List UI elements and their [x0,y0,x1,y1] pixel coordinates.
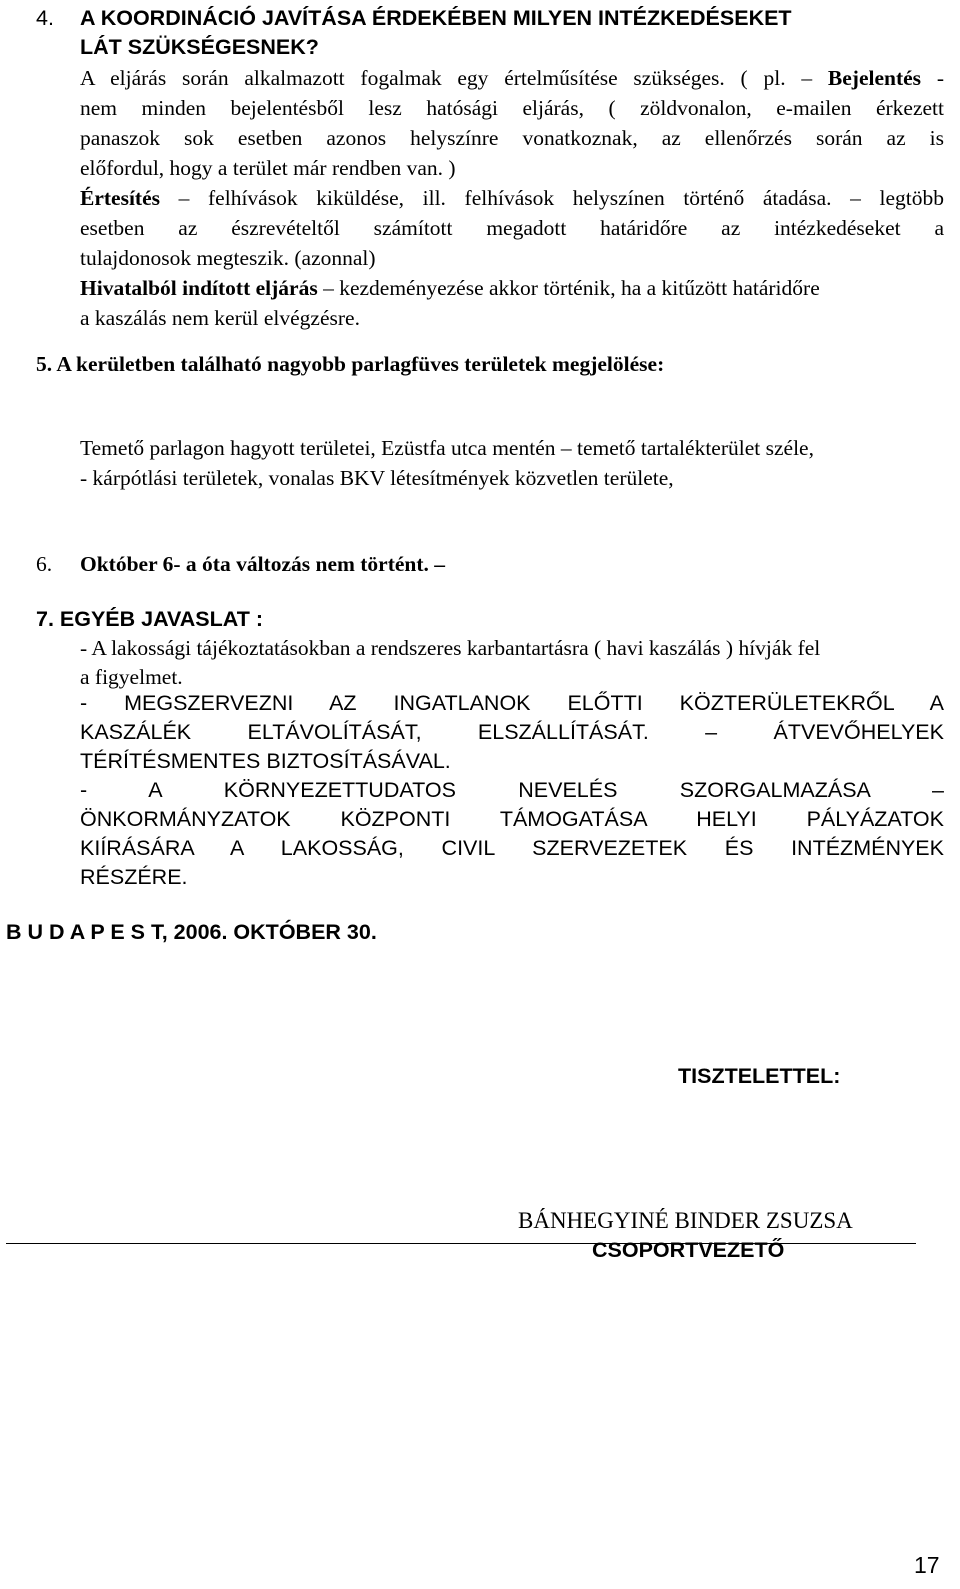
section-4-para-line3: panaszok sok esetben azonos helyszínre vonatkoznak, az ellenőrzés során az is [80,126,944,150]
hivatalbol-line2: a kaszálás nem kerül elvégzésre. [80,306,360,330]
section-7-line8: KIÍRÁSÁRA A LAKOSSÁG, CIVIL SZERVEZETEK ÉS INTÉZMÉNYEK [80,836,944,860]
section-4-para-line4: előfordul, hogy a terület már rendben van. ) [80,156,456,180]
signer-name: BÁNHEGYINÉ BINDER ZSUZSA [518,1208,853,1233]
section-7-line6: - A KÖRNYEZETTUDATOS NEVELÉS SZORGALMAZÁSA – [80,778,944,802]
hivatalbol-term: Hivatalból indított eljárás [80,276,318,300]
ertesites-line3: tulajdonosok megteszik. (azonnal) [80,246,376,270]
hivatalbol-line1: Hivatalból indított eljárás – kezdeményezése akkor történik, ha a kitűzött határidőre [80,276,820,300]
section-5-line1: Temető parlagon hagyott területei, Ezüstfa utca mentén – temető tartalékterület széle, [80,436,814,460]
section-7-heading: 7. EGYÉB JAVASLAT : [36,607,263,631]
section-4-number: 4. [36,6,54,30]
closing-greeting: TISZTELETTEL: [678,1064,841,1088]
section-7-line3: - MEGSZERVEZNI AZ INGATLANOK ELŐTTI KÖZTERÜLETEKRŐL A [80,691,944,715]
section-4-para-line2: nem minden bejelentésből lesz hatósági eljárás, ( zöldvonalon, e-mailen érkezett [80,96,944,120]
section-4-para-line1: A eljárás során alkalmazott fogalmak egy értelműsítése szükséges. ( pl. – Bejelentés - [80,66,945,90]
section-5-heading: 5. A kerületben található nagyobb parlagfüves területek megjelölése: [36,352,665,376]
ertesites-term: Értesítés [80,186,160,210]
signer-title: CSOPORTVEZETŐ [592,1238,785,1262]
ertesites-line2: esetben az észrevételtől számított megadott határidőre az intézkedéseket a [80,216,944,240]
section-7-line1: - A lakossági tájékoztatásokban a rendszeres karbantartásra ( havi kaszálás ) hívják fel [80,636,821,660]
date-line: B U D A P E S T, 2006. OKTÓBER 30. [6,920,377,944]
section-7-line9: RÉSZÉRE. [80,865,188,889]
page-number: 17 [914,1552,940,1578]
section-5-line2: - kárpótlási területek, vonalas BKV létesítmények közvetlen területe, [80,466,674,490]
section-6-number: 6. [36,552,53,576]
section-4-heading-line2: LÁT SZÜKSÉGESNEK? [80,35,319,59]
ertesites-line1: Értesítés – felhívások kiküldése, ill. felhívások helyszínen történő átadása. – legtöbb [80,186,945,210]
section-7-line4: KASZÁLÉK ELTÁVOLÍTÁSÁT, ELSZÁLLÍTÁSÁT. – ÁTVEVŐHELYEK [80,720,944,744]
section-7-line7: ÖNKORMÁNYZATOK KÖZPONTI TÁMOGATÁSA HELYI PÁLYÁZATOK [80,807,944,831]
section-7-line2: a figyelmet. [80,665,183,689]
section-6-text: Október 6- a óta változás nem történt. – [80,552,446,576]
section-7-line5: TÉRÍTÉSMENTES BIZTOSÍTÁSÁVAL. [80,749,451,773]
section-4-heading-line1: A KOORDINÁCIÓ JAVÍTÁSA ÉRDEKÉBEN MILYEN INTÉZKEDÉSEKET [80,6,792,30]
